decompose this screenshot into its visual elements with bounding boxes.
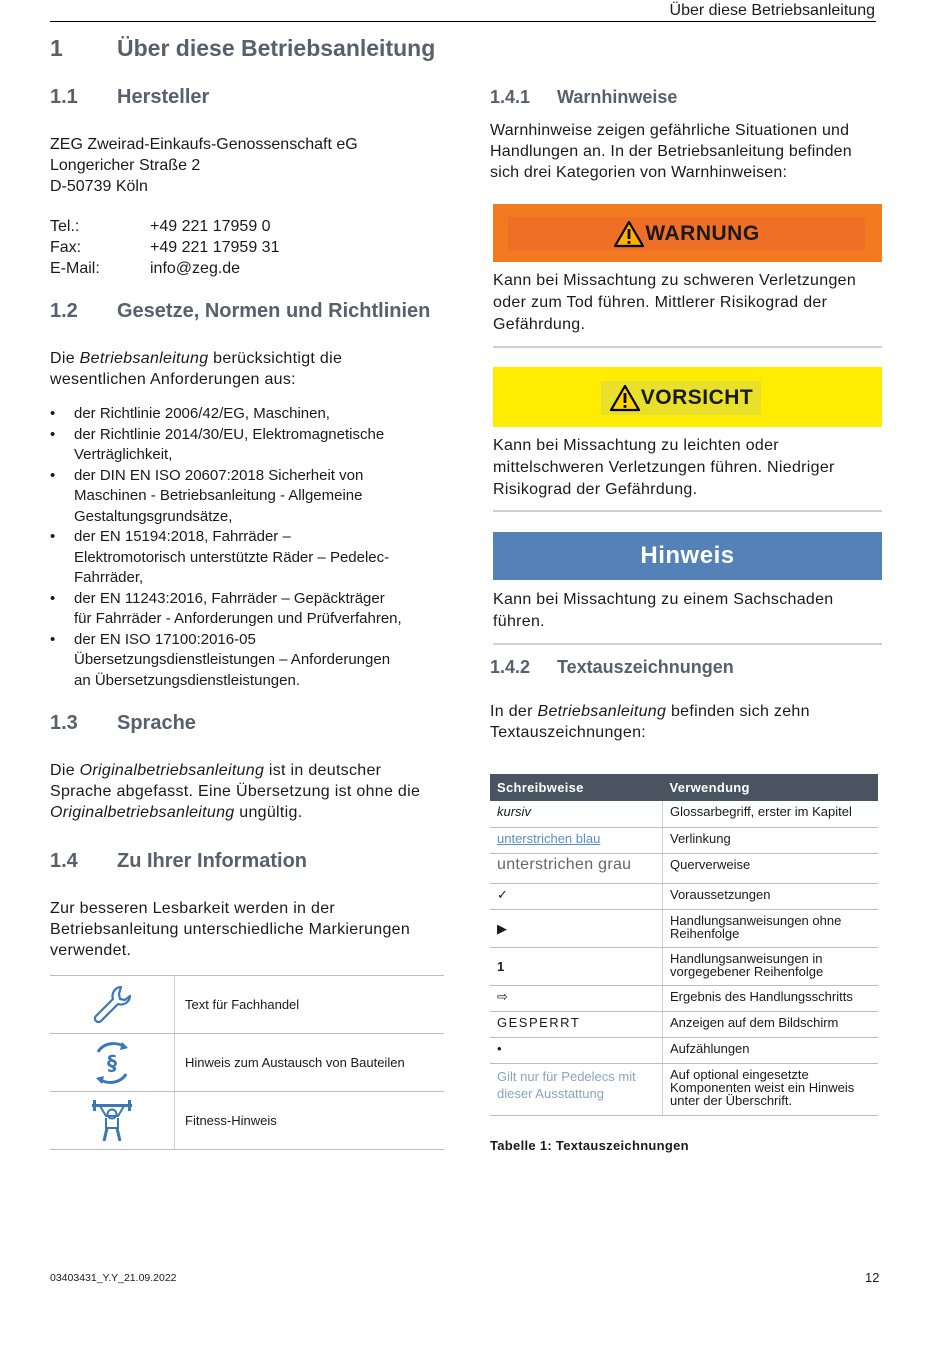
section-1-heading xyxy=(50,35,435,62)
list-line: Gestaltungsgrundsätze, xyxy=(74,507,233,525)
contact-label: Fax: xyxy=(50,239,82,256)
warning-text xyxy=(493,270,882,336)
markup-usage: Aufzählungen xyxy=(663,1037,879,1063)
laws-intro xyxy=(50,348,342,390)
notice-label: Hinweis xyxy=(640,542,735,569)
list-item xyxy=(50,425,450,466)
text-line: Gefährdung. xyxy=(493,316,586,333)
caution-label: VORSICHT xyxy=(640,386,754,409)
warning-triangle-icon xyxy=(613,220,645,248)
section-title: Warnhinweise xyxy=(557,87,678,107)
contact-label: E-Mail: xyxy=(50,260,100,277)
section-title: Gesetze, Normen und Richtlinien xyxy=(117,300,431,322)
notice-banner xyxy=(493,532,882,580)
paragraph-exchange-icon xyxy=(50,1034,175,1091)
fitness-icon xyxy=(50,1092,175,1149)
text-run: Die xyxy=(50,762,80,779)
standards-list xyxy=(50,404,450,691)
table-row xyxy=(490,947,878,985)
section-number: 1.2 xyxy=(50,300,78,322)
list-line: Fahrräder, xyxy=(74,569,144,586)
list-item xyxy=(50,466,450,528)
text-run: In der xyxy=(490,703,538,720)
text-run: Die xyxy=(50,350,80,367)
text-markup-table xyxy=(490,774,878,1116)
contact-value: +49 221 17959 0 xyxy=(150,218,271,235)
list-line: Verträglichkeit, xyxy=(74,446,173,463)
section-title: Sprache xyxy=(117,712,196,734)
icon-legend-text: Fitness-Hinweis xyxy=(185,1113,277,1128)
section-number: 1.4.2 xyxy=(490,657,531,677)
caution-label-area xyxy=(601,381,761,415)
list-line: • der EN ISO 17100:2016-05 xyxy=(74,630,256,648)
section-title: Über diese Betriebsanleitung xyxy=(117,35,436,61)
list-line: für Fahrräder - Anforderungen und Prüfverfahren, xyxy=(74,610,402,627)
glossary-term: Betriebsanleitung xyxy=(79,350,209,367)
list-line: • der DIN EN ISO 20607:2018 Sicherheit von xyxy=(74,466,364,484)
icon-legend-text: Hinweis zum Austausch von Bauteilen xyxy=(185,1055,405,1070)
column-header: Schreibweise xyxy=(490,774,663,801)
markup-usage: Ergebnis des Handlungsschritts xyxy=(663,985,879,1011)
list-line: • der EN 15194:2018, Fahrräder – xyxy=(74,528,291,545)
markup-usage: Querverweise xyxy=(663,853,879,883)
notice-box xyxy=(493,532,882,645)
checkmark-icon: ✓ xyxy=(490,883,663,909)
markup-example: GESPERRT xyxy=(490,1011,663,1037)
header-rule xyxy=(50,21,876,22)
section-number: 1.4.1 xyxy=(490,87,531,107)
column-header: Verwendung xyxy=(663,774,879,801)
notice-text xyxy=(493,589,882,633)
section-number: 1.3 xyxy=(50,712,78,734)
warnings-intro xyxy=(490,120,852,183)
section-1-4-heading xyxy=(50,850,307,873)
markup-example: kursiv xyxy=(490,801,663,827)
divider xyxy=(493,643,882,645)
text-run: befinden sich zehn xyxy=(666,703,810,720)
caution-triangle-icon xyxy=(609,384,641,412)
table-row xyxy=(490,853,878,883)
section-number: 1 xyxy=(50,35,63,61)
section-title: Hersteller xyxy=(117,86,210,108)
text-line: Kann bei Missachtung zu schweren Verletzungen xyxy=(493,272,857,289)
text-line: Warnhinweise zeigen gefährliche Situationen und xyxy=(490,122,850,139)
info-paragraph xyxy=(50,898,410,961)
glossary-term: Betriebsanleitung xyxy=(537,703,667,720)
running-header: Über diese Betriebsanleitung xyxy=(669,2,875,19)
table-row xyxy=(490,1063,878,1115)
warning-label-area xyxy=(508,217,865,251)
text-line: oder zum Tod führen. Mittlerer Risikograd der xyxy=(493,294,828,311)
list-line: Elektromotorisch unterstützte Räder – Pedelec- xyxy=(74,548,390,566)
text-line: mittelschweren Verletzungen führen. Niedriger xyxy=(493,459,835,476)
section-1-2-heading xyxy=(50,300,430,323)
table-caption: Tabelle 1: Textauszeichnungen xyxy=(490,1138,689,1153)
icon-legend-row xyxy=(50,975,444,1033)
list-item xyxy=(50,589,450,630)
list-line: • der EN 11243:2016, Fahrräder – Gepäckträger xyxy=(74,589,385,607)
section-1-4-2-heading xyxy=(490,657,734,678)
text-line: sich drei Kategorien von Warnhinweisen: xyxy=(490,164,788,181)
table-header-row xyxy=(490,774,878,801)
warning-label: WARNUNG xyxy=(645,222,760,245)
table-row xyxy=(490,1037,878,1063)
text-run: berücksichtigt die xyxy=(208,350,343,367)
text-line: wesentlichen Anforderungen aus: xyxy=(50,371,296,388)
text-run: ist in deutscher xyxy=(264,762,382,779)
icon-legend-row xyxy=(50,1091,444,1150)
contact-label: Tel.: xyxy=(50,218,80,235)
text-line: Risikograd der Gefährdung. xyxy=(493,481,698,498)
text-line: Kann bei Missachtung zu leichten oder xyxy=(493,437,779,454)
caution-text xyxy=(493,435,882,501)
section-1-1-heading xyxy=(50,86,209,109)
list-line: Maschinen - Betriebsanleitung - Allgemeine xyxy=(74,487,363,504)
list-line: • der Richtlinie 2014/30/EU, Elektromagnetische xyxy=(74,425,385,443)
markup-usage: Voraussetzungen xyxy=(663,883,879,909)
list-line: an Übersetzungsdienstleistungen. xyxy=(74,671,300,689)
manufacturer-address xyxy=(50,134,358,197)
text-line: führen. xyxy=(493,613,545,630)
markup-intro xyxy=(490,701,810,743)
wrench-icon xyxy=(50,976,175,1033)
text-line: Betriebsanleitung unterschiedliche Markierungen xyxy=(50,921,411,938)
step-number: 1 xyxy=(490,947,663,985)
bullet-icon: • xyxy=(490,1037,663,1063)
text-line: Handlungen an. In der Betriebsanleitung befinden xyxy=(490,143,852,160)
warning-box xyxy=(493,204,882,348)
list-item xyxy=(50,630,450,692)
text-line: verwendet. xyxy=(50,942,132,959)
page-number: 12 xyxy=(865,1270,880,1285)
markup-usage: Verlinkung xyxy=(663,827,879,853)
list-item xyxy=(50,527,450,589)
list-item xyxy=(50,404,450,425)
table-row xyxy=(490,909,878,947)
caution-box xyxy=(493,367,882,512)
section-title: Textauszeichnungen xyxy=(557,657,734,677)
text-run: ungültig. xyxy=(234,804,303,821)
markup-usage: Auf optional eingesetzte Komponenten weist ein Hinweis unter der Überschrift. xyxy=(663,1063,879,1115)
list-line: • der Richtlinie 2006/42/EG, Maschinen, xyxy=(74,405,330,422)
table-row xyxy=(490,1011,878,1037)
markup-example: Gilt nur für Pedelecs mit dieser Ausstattung xyxy=(490,1063,663,1115)
address-line: Longericher Straße 2 xyxy=(50,157,201,174)
email-link[interactable]: info@zeg.de xyxy=(150,260,241,277)
document-id: 03403431_Y.Y_21.09.2022 xyxy=(50,1272,177,1284)
markup-usage: Handlungsanweisungen ohne Reihenfolge xyxy=(663,909,879,947)
text-line: Zur besseren Lesbarkeit werden in der xyxy=(50,900,336,917)
icon-legend-text: Text für Fachhandel xyxy=(185,997,300,1012)
address-line: D-50739 Köln xyxy=(50,178,148,195)
section-1-4-1-heading xyxy=(490,87,677,108)
divider xyxy=(493,346,882,348)
text-line: Kann bei Missachtung zu einem Sachschaden xyxy=(493,591,834,608)
markup-usage: Anzeigen auf dem Bildschirm xyxy=(663,1011,879,1037)
markup-example-link[interactable]: unterstrichen blau xyxy=(490,827,663,853)
svg-text:§: § xyxy=(107,1050,117,1075)
contact-block xyxy=(50,216,279,279)
result-arrow-icon: ⇨ xyxy=(490,985,663,1011)
contact-value: +49 221 17959 31 xyxy=(150,239,280,256)
table-row xyxy=(490,985,878,1011)
section-number: 1.1 xyxy=(50,86,78,108)
play-triangle-icon: ▶ xyxy=(490,909,663,947)
section-number: 1.4 xyxy=(50,850,78,872)
table-row xyxy=(490,827,878,853)
address-line: ZEG Zweirad-Einkaufs-Genossenschaft eG xyxy=(50,136,358,153)
list-line: Übersetzungsdienstleistungen – Anforderungen xyxy=(74,651,391,668)
markup-example: unterstrichen grau xyxy=(490,853,663,883)
table-row xyxy=(490,883,878,909)
warning-banner xyxy=(493,204,882,262)
markup-usage: Glossarbegriff, erster im Kapitel xyxy=(663,801,879,827)
icon-legend-table xyxy=(50,975,444,1150)
table-row xyxy=(490,801,878,827)
glossary-term: Originalbetriebsanleitung xyxy=(50,804,235,821)
caution-banner xyxy=(493,367,882,427)
divider xyxy=(493,510,882,512)
icon-legend-row xyxy=(50,1033,444,1091)
language-paragraph xyxy=(50,760,420,823)
glossary-term: Originalbetriebsanleitung xyxy=(79,762,265,779)
section-1-3-heading xyxy=(50,712,196,735)
text-line: Textauszeichnungen: xyxy=(490,724,647,741)
markup-usage: Handlungsanweisungen in vorgegebener Reihenfolge xyxy=(663,947,879,985)
text-line: Sprache abgefasst. Eine Übersetzung ist ohne die xyxy=(50,783,421,800)
section-title: Zu Ihrer Information xyxy=(117,850,307,872)
